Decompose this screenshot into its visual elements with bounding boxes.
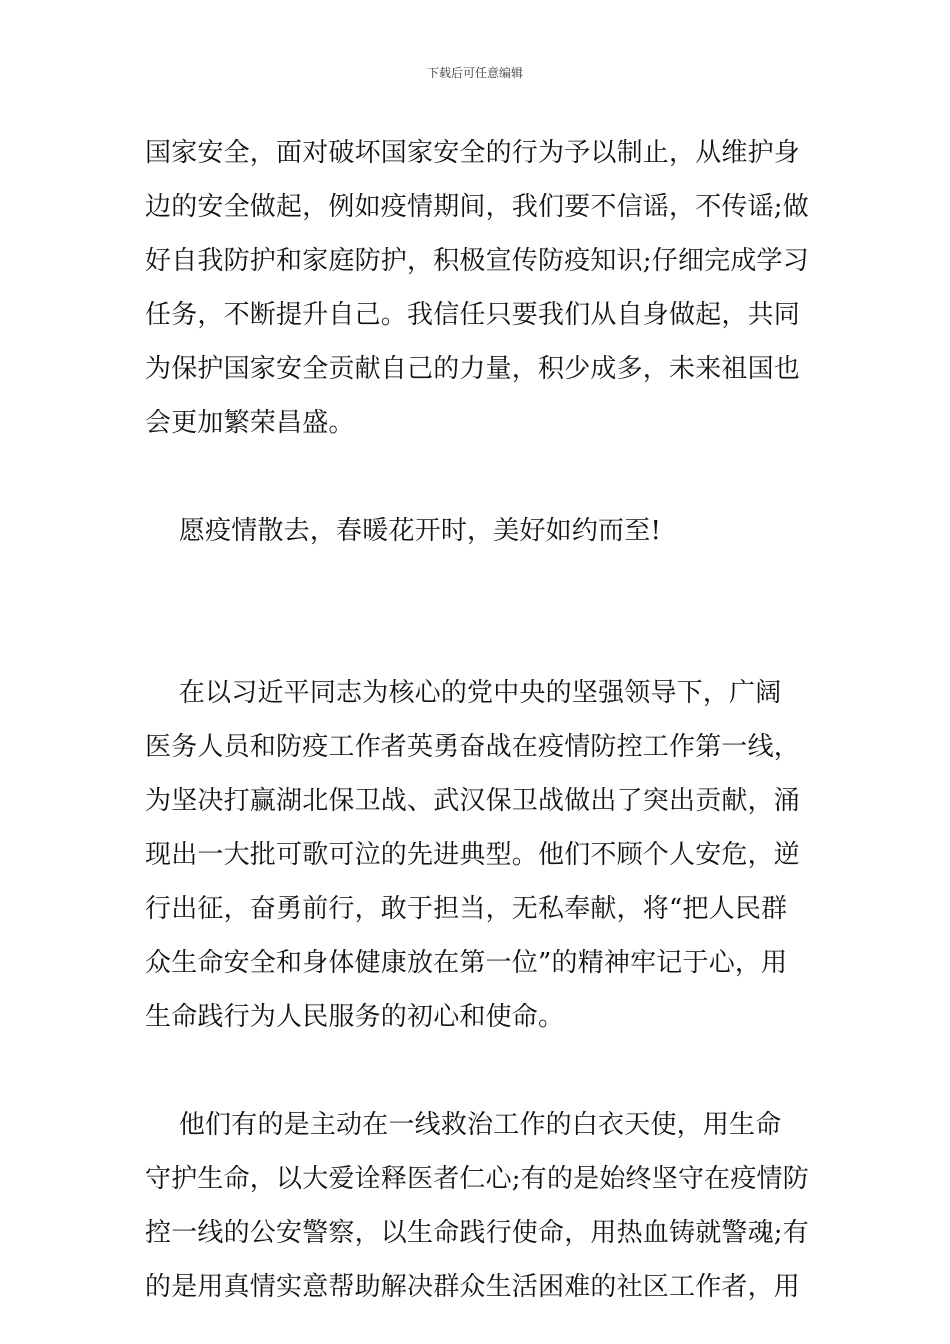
text-line: 边的安全做起，例如疫情期间，我们要不信谣，不传谣;做 bbox=[145, 192, 809, 222]
text-line: 会更加繁荣昌盛。 bbox=[145, 408, 355, 438]
text-line: 愿疫情散去，春暖花开时，美好如约而至! bbox=[145, 516, 662, 546]
paragraph-2 bbox=[145, 504, 810, 558]
text-line: 国家安全，面对破坏国家安全的行为予以制止，从维护身 bbox=[145, 138, 801, 168]
text-line: 在以习近平同志为核心的党中央的坚强领导下，广阔 bbox=[145, 678, 782, 708]
text-line: 他们有的是主动在一线救治工作的白衣天使，用生命 bbox=[145, 1110, 782, 1140]
text-line: 为坚决打赢湖北保卫战、武汉保卫战做出了突出贡献，涌 bbox=[145, 786, 801, 816]
paragraph-gap bbox=[145, 558, 810, 666]
text-line: 控一线的公安警察，以生命践行使命，用热血铸就警魂;有 bbox=[145, 1218, 809, 1248]
text-line: 好自我防护和家庭防护，积极宣传防疫知识;仔细完成学习 bbox=[145, 246, 809, 276]
text-line: 生命践行为人民服务的初心和使命。 bbox=[145, 1002, 565, 1032]
paragraph-1 bbox=[145, 126, 810, 450]
text-line: 守护生命，以大爱诠释医者仁心;有的是始终坚守在疫情防 bbox=[145, 1164, 809, 1194]
paragraph-4 bbox=[145, 1098, 810, 1314]
text-line: 医务人员和防疫工作者英勇奋战在疫情防控工作第一线， bbox=[145, 732, 801, 762]
paragraph-gap bbox=[145, 450, 810, 504]
document-body bbox=[145, 126, 810, 1314]
page-header: 下载后可任意编辑 bbox=[426, 66, 523, 80]
text-line: 的是用真情实意帮助解决群众生活困难的社区工作者，用 bbox=[145, 1272, 801, 1302]
text-line: 行出征，奋勇前行，敢于担当，无私奉献，将“把人民群 bbox=[145, 894, 788, 924]
paragraph-3 bbox=[145, 666, 810, 1044]
text-line: 为保护国家安全贡献自己的力量，积少成多，未来祖国也 bbox=[145, 354, 801, 384]
text-line: 现出一大批可歌可泣的先进典型。他们不顾个人安危，逆 bbox=[145, 840, 801, 870]
paragraph-gap bbox=[145, 1044, 810, 1098]
text-line: 众生命安全和身体健康放在第一位”的精神牢记于心，用 bbox=[145, 948, 788, 978]
text-line: 任务，不断提升自己。我信任只要我们从自身做起，共同 bbox=[145, 300, 801, 330]
